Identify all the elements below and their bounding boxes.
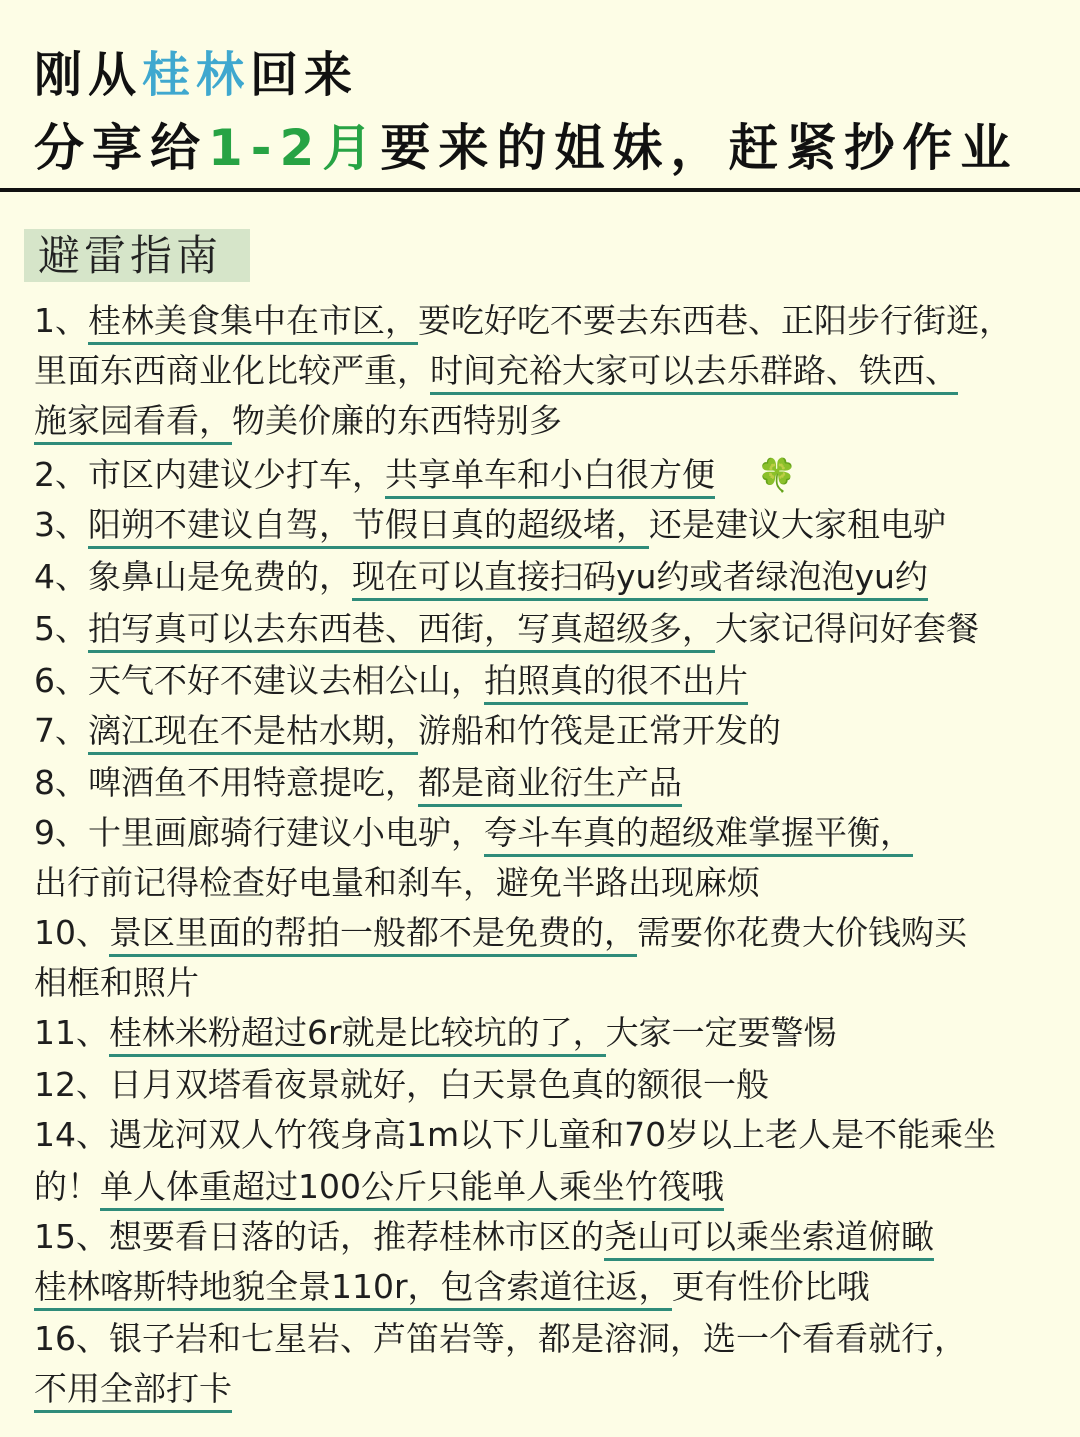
tip-text: 要吃好吃不要去东西巷、正阳步行街逛， <box>418 301 1012 340</box>
tip-text: 12、日月双塔看夜景就好，白天景色真的额很一般 <box>34 1065 769 1104</box>
tip-text: 物美价廉的东西特别多 <box>232 401 562 440</box>
tip-line <box>34 1364 232 1414</box>
tip-text: 更有性价比哦 <box>671 1267 870 1306</box>
tip-underlined: 桂林喀斯特地貌全景110r，包含索道往返， <box>34 1267 672 1311</box>
tip-underlined: 现在可以直接扫码yu约或者绿泡泡yu约 <box>352 557 928 601</box>
tip-underlined: 景区里面的帮拍一般都不是免费的， <box>109 913 637 957</box>
tip-underlined: 时间充裕大家可以去乐群路、铁西、 <box>430 351 958 395</box>
tip-line <box>34 958 199 1008</box>
tip-text: 15、想要看日落的话，推荐桂林市区的 <box>34 1217 604 1256</box>
tip-underlined: 夸斗车真的超级难掌握平衡， <box>484 813 913 857</box>
clover-icon: 🍀 <box>756 456 797 494</box>
tip-text: 7、 <box>34 711 88 750</box>
tip-line <box>34 500 946 550</box>
title-text: 回来 <box>250 47 359 103</box>
tip-underlined: 阳朔不建议自驾，节假日真的超级堵， <box>88 505 649 549</box>
tip-line <box>34 808 913 858</box>
tip-line <box>34 604 979 654</box>
tip-line <box>34 656 748 706</box>
tip-line <box>34 1262 870 1312</box>
tip-text: 还是建议大家租电驴 <box>649 505 946 544</box>
tip-text: 2、市区内建议少打车， <box>34 455 385 494</box>
tip-text: 11、 <box>34 1013 109 1052</box>
tip-text: 出行前记得检查好电量和刹车，避免半路出现麻烦 <box>34 863 760 902</box>
tip-text: 4、象鼻山是免费的， <box>34 557 352 596</box>
tip-text: 3、 <box>34 505 88 544</box>
tip-text: 游船和竹筏是正常开发的 <box>418 711 781 750</box>
tip-text: 10、 <box>34 913 109 952</box>
tip-underlined: 拍照真的很不出片 <box>484 661 748 705</box>
section-title: 避雷指南 <box>24 229 250 282</box>
subtitle-text: 分享给 <box>34 119 208 177</box>
tip-underlined: 都是商业衍生产品 <box>418 763 682 807</box>
tip-underlined: 尧山可以乘坐索道俯瞰 <box>604 1217 934 1261</box>
tip-underlined: 漓江现在不是枯水期， <box>88 711 418 755</box>
subtitle-highlight: 1-2月 <box>208 119 381 177</box>
tip-underlined: 不用全部打卡 <box>34 1369 232 1413</box>
tip-text: 大家一定要警惕 <box>605 1013 837 1052</box>
tip-text: 大家记得问好套餐 <box>715 609 979 648</box>
tip-line <box>34 296 1012 346</box>
tip-text: 5、 <box>34 609 88 648</box>
tip-underlined: 桂林米粉超过6r就是比较坑的了， <box>109 1013 606 1057</box>
subtitle-text: 要来的姐妹，赶紧抄作业 <box>380 119 1019 177</box>
tip-text: 8、啤酒鱼不用特意提吃， <box>34 763 418 802</box>
tip-line <box>34 706 781 756</box>
tip-underlined: 桂林美食集中在市区， <box>88 301 418 345</box>
tip-text: 16、银子岩和七星岩、芦笛岩等，都是溶洞，选一个看看就行， <box>34 1319 967 1358</box>
tip-text: 6、天气不好不建议去相公山， <box>34 661 484 700</box>
tip-line <box>34 1060 769 1110</box>
tip-text: 的！ <box>34 1167 100 1206</box>
tip-line <box>34 552 928 602</box>
tip-text: 里面东西商业化比较严重， <box>34 351 430 390</box>
tip-line <box>34 1162 724 1212</box>
tip-text: 9、十里画廊骑行建议小电驴， <box>34 813 484 852</box>
tip-underlined: 拍写真可以去东西巷、西街，写真超级多， <box>88 609 715 653</box>
tip-line <box>34 450 797 500</box>
tip-line <box>34 396 562 446</box>
tip-text: 相框和照片 <box>34 963 199 1002</box>
title-highlight: 桂林 <box>142 47 251 103</box>
tip-underlined: 单人体重超过100公斤只能单人乘坐竹筏哦 <box>100 1167 724 1211</box>
tip-text: 1、 <box>34 301 88 340</box>
tip-line <box>34 1314 967 1364</box>
tip-line <box>34 1008 837 1058</box>
tip-line <box>34 758 682 808</box>
tip-text: 需要你花费大价钱购买 <box>637 913 967 952</box>
tip-underlined: 施家园看看， <box>34 401 232 445</box>
tip-line <box>34 346 958 396</box>
tip-underlined: 共享单车和小白很方便 <box>385 455 715 499</box>
tip-line <box>34 858 760 908</box>
tip-text: 14、遇龙河双人竹筏身高1m以下儿童和70岁以上老人是不能乘坐 <box>34 1115 997 1154</box>
tip-line <box>34 1110 996 1160</box>
tip-line <box>34 1212 934 1262</box>
title-text: 刚从 <box>34 47 143 103</box>
tip-line <box>34 908 967 958</box>
